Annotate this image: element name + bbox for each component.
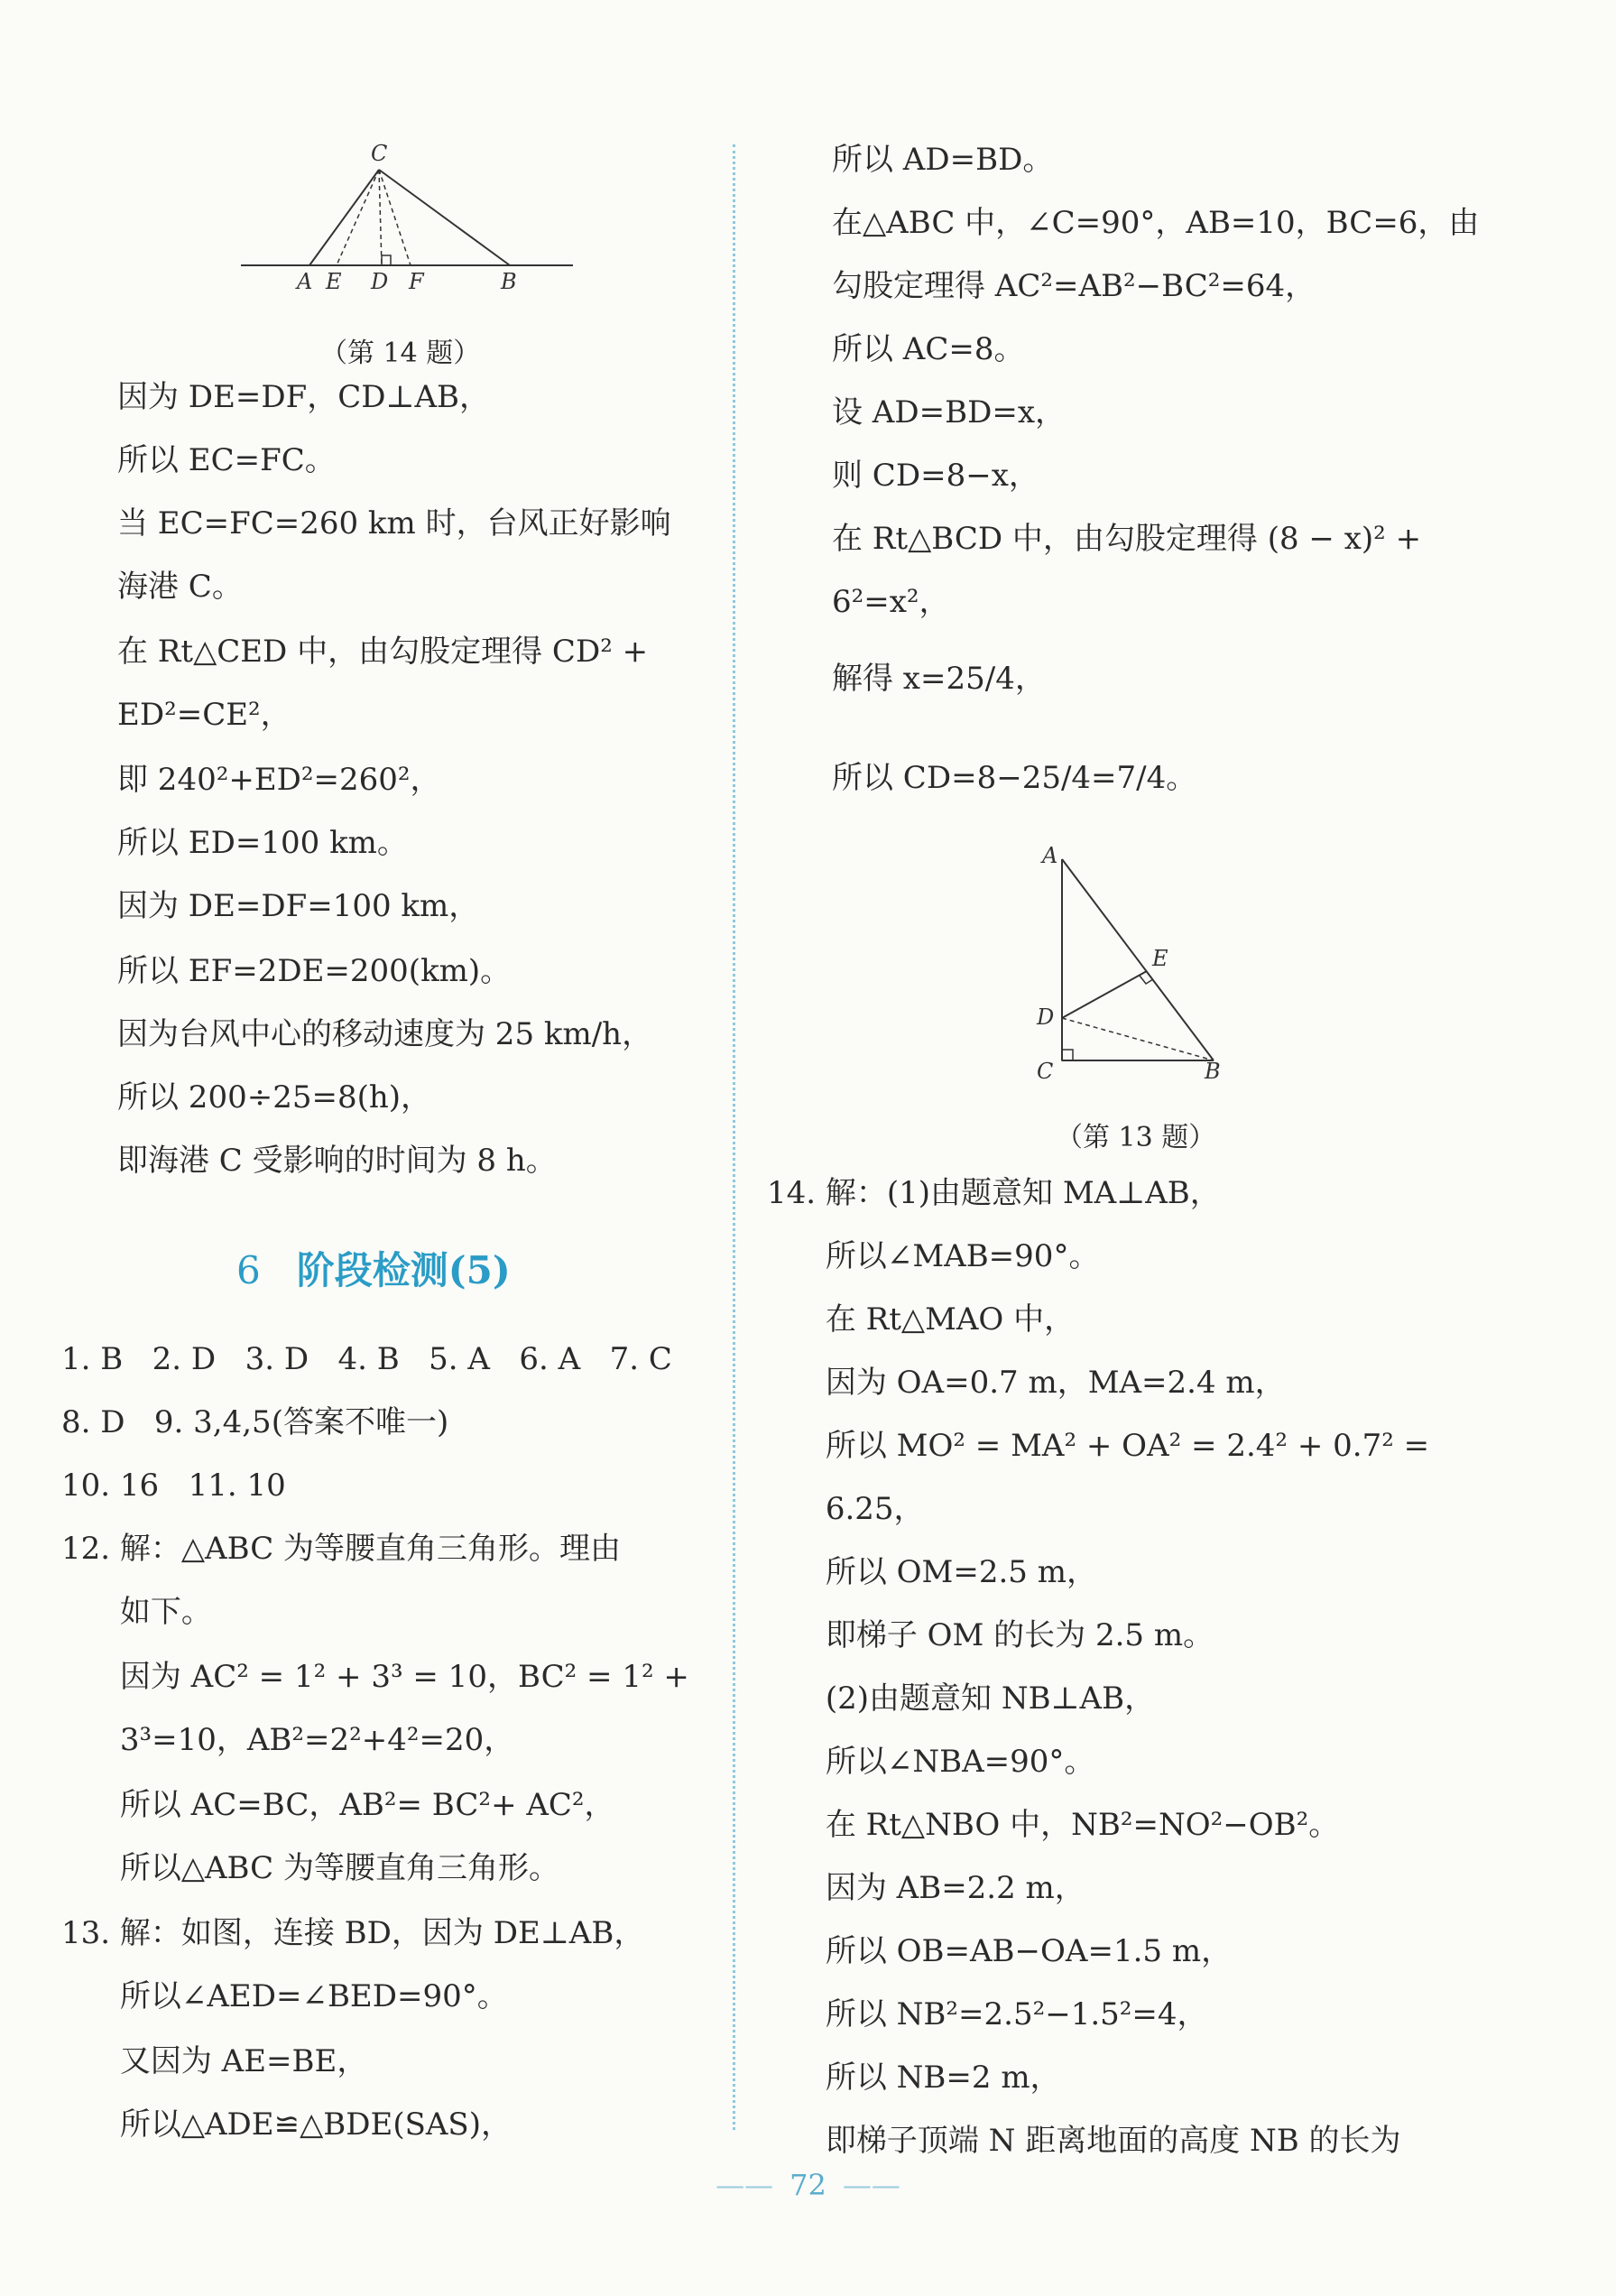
answer-line: 13. 解：如图，连接 BD，因为 DE⊥AB， bbox=[61, 1915, 645, 1951]
right-line: 所以∠NBA=90°。 bbox=[767, 1744, 1095, 1780]
fig14-label-b: B bbox=[501, 269, 517, 294]
left-line: 因为台风中心的移动速度为 25 km/h， bbox=[117, 1016, 653, 1052]
right-line: 所以 MO² = MA² + OA² = 2.4² + 0.7² = bbox=[767, 1428, 1430, 1464]
fig13-de bbox=[1062, 971, 1147, 1018]
answer-line: 所以 AC=BC，AB²= BC²+ AC²， bbox=[61, 1787, 615, 1823]
fig13-right-angle-c bbox=[1062, 1050, 1073, 1060]
figure-14 bbox=[230, 135, 591, 298]
left-line: 所以 EF=2DE=200(km)。 bbox=[117, 953, 512, 989]
fig14-cf bbox=[379, 170, 411, 265]
fig14-label-d: D bbox=[371, 269, 389, 294]
section-number: 6 bbox=[236, 1248, 261, 1292]
right-line: 在 Rt△BCD 中，由勾股定理得 (8 − x)² + bbox=[832, 521, 1422, 557]
fig13-label-c: C bbox=[1037, 1059, 1054, 1084]
right-line: 14. 解：(1)由题意知 MA⊥AB， bbox=[767, 1175, 1221, 1211]
fig14-ce bbox=[337, 170, 379, 265]
fig14-caption: （第 14 题） bbox=[320, 338, 481, 369]
left-line: ED²=CE²， bbox=[117, 697, 291, 733]
fig14-label-a: A bbox=[297, 269, 313, 294]
right-line: 所以 AC=8。 bbox=[832, 331, 1025, 367]
fig13-label-e: E bbox=[1152, 946, 1168, 971]
right-line: 即梯子 OM 的长为 2.5 m。 bbox=[767, 1617, 1214, 1653]
fig14-side-cb bbox=[379, 170, 510, 265]
left-line: 所以 ED=100 km。 bbox=[117, 825, 408, 861]
right-line: 解得 x=25/4， bbox=[832, 661, 1046, 697]
right-line: 所以 NB=2 m， bbox=[767, 2060, 1061, 2096]
left-line: 所以 EC=FC。 bbox=[117, 442, 336, 478]
figure-13 bbox=[1024, 839, 1241, 1092]
fig14-label-f: F bbox=[409, 269, 424, 294]
left-line: 海港 C。 bbox=[117, 569, 243, 605]
fig14-label-e: E bbox=[326, 269, 342, 294]
right-line: 所以∠MAB=90°。 bbox=[767, 1238, 1100, 1274]
right-line: 在 Rt△NBO 中，NB²=NO²−OB²。 bbox=[767, 1807, 1340, 1843]
left-line: 当 EC=FC=260 km 时，台风正好影响 bbox=[117, 505, 671, 542]
right-line: 所以 OM=2.5 m， bbox=[767, 1554, 1097, 1590]
section-title bbox=[236, 1241, 511, 1295]
fig13-caption: （第 13 题） bbox=[1056, 1122, 1216, 1153]
right-line: 即梯子顶端 N 距离地面的高度 NB 的长为 bbox=[767, 2123, 1401, 2159]
answer-line: 因为 AC² = 1² + 3³ = 10，BC² = 1² + bbox=[61, 1659, 689, 1695]
left-line: 所以 200÷25=8(h)， bbox=[117, 1079, 432, 1116]
left-line: 因为 DE=DF=100 km， bbox=[117, 888, 480, 924]
answer-line: 如下。 bbox=[61, 1594, 212, 1630]
right-line: 则 CD=8−x， bbox=[832, 458, 1039, 494]
answer-line: 12. 解：△ABC 为等腰直角三角形。理由 bbox=[61, 1531, 622, 1567]
right-line: 6.25， bbox=[767, 1491, 925, 1527]
right-line: 所以 AD=BD。 bbox=[832, 142, 1054, 178]
answer-line: 所以∠AED=∠BED=90°。 bbox=[61, 1978, 508, 2014]
fig13-db bbox=[1062, 1018, 1214, 1060]
right-line: 因为 OA=0.7 m，MA=2.4 m， bbox=[767, 1365, 1286, 1401]
fig13-label-b: B bbox=[1205, 1059, 1221, 1084]
left-line: 因为 DE=DF，CD⊥AB， bbox=[117, 379, 491, 415]
right-line: 6²=x²， bbox=[832, 584, 950, 620]
right-line: 在 Rt△MAO 中， bbox=[767, 1301, 1076, 1338]
fig13-label-d: D bbox=[1037, 1004, 1055, 1030]
fig14-side-ca bbox=[309, 170, 379, 265]
answer-line: 10. 16 11. 10 bbox=[61, 1467, 286, 1504]
answer-line: 所以△ADE≌△BDE(SAS)， bbox=[61, 2106, 512, 2143]
right-line: 设 AD=BD=x， bbox=[832, 394, 1067, 430]
right-line: 勾股定理得 AC²=AB²−BC²=64， bbox=[832, 268, 1316, 304]
right-line: 因为 AB=2.2 m， bbox=[767, 1870, 1085, 1906]
fig13-ab bbox=[1062, 859, 1214, 1060]
left-line: 在 Rt△CED 中，由勾股定理得 CD² + bbox=[117, 634, 649, 670]
left-line: 即 240²+ED²=260²， bbox=[117, 762, 441, 798]
fig14-right-angle bbox=[382, 255, 391, 265]
right-line: (2)由题意知 NB⊥AB， bbox=[767, 1680, 1156, 1717]
fig14-label-c: C bbox=[371, 141, 388, 166]
page-number: —— 72 —— bbox=[716, 2168, 900, 2202]
answer-line: 所以△ABC 为等腰直角三角形。 bbox=[61, 1850, 559, 1886]
right-line: 所以 CD=8−25/4=7/4。 bbox=[832, 760, 1197, 796]
answer-line: 3³=10，AB²=2²+4²=20， bbox=[61, 1722, 515, 1758]
fig14-cd bbox=[379, 170, 382, 265]
page-number-value: 72 bbox=[790, 2168, 826, 2202]
section-title-text: 阶段检测(5) bbox=[296, 1248, 511, 1292]
right-line: 所以 NB²=2.5²−1.5²=4， bbox=[767, 1996, 1208, 2032]
left-line: 即海港 C 受影响的时间为 8 h。 bbox=[117, 1143, 557, 1179]
answer-line: 又因为 AE=BE， bbox=[61, 2043, 368, 2079]
right-line: 所以 OB=AB−OA=1.5 m， bbox=[767, 1933, 1233, 1969]
column-divider bbox=[733, 144, 735, 2130]
right-line: 在△ABC 中，∠C=90°，AB=10，BC=6，由 bbox=[832, 205, 1480, 241]
answer-line: 8. D 9. 3,4,5(答案不唯一) bbox=[61, 1404, 449, 1440]
fig13-label-a: A bbox=[1042, 843, 1058, 868]
answer-line: 1. B 2. D 3. D 4. B 5. A 6. A 7. C bbox=[61, 1341, 672, 1377]
